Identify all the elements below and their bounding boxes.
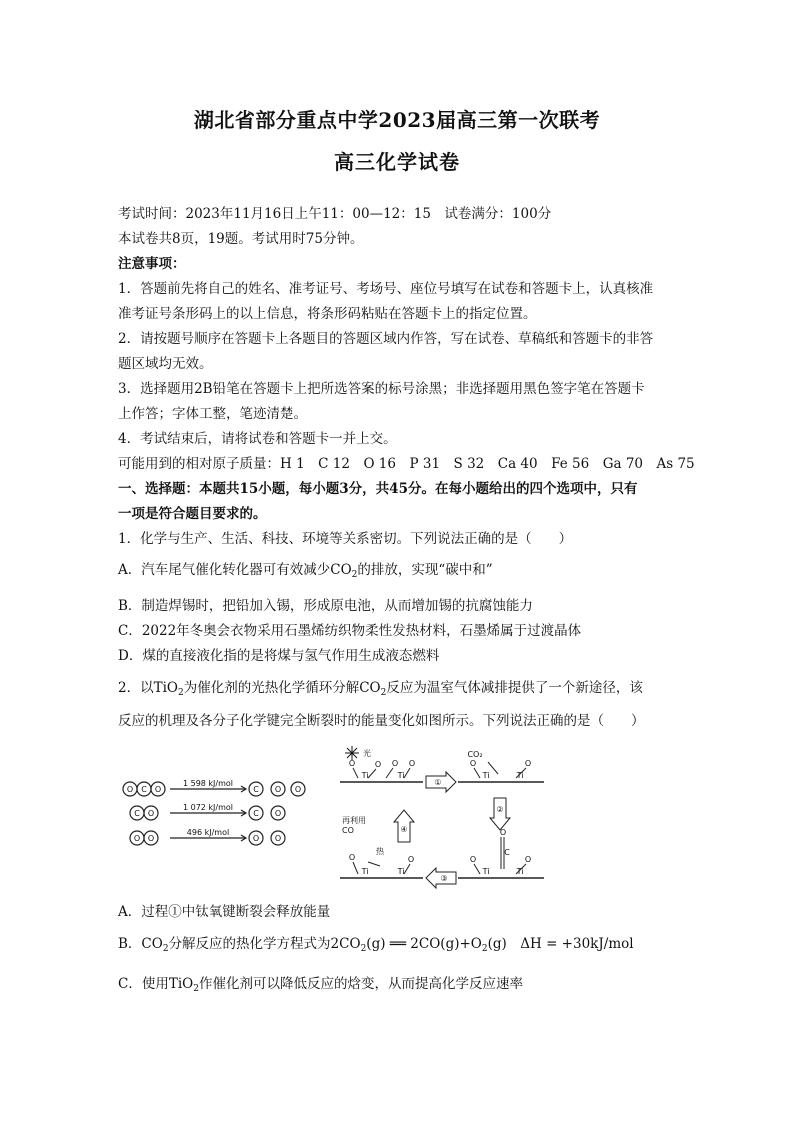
- heat-label: 热: [376, 847, 384, 856]
- atom-o: O: [274, 785, 282, 794]
- step-1-label: ①: [434, 778, 442, 787]
- atom-c: C: [253, 785, 259, 794]
- notice-line: 2．请按题号顺序在答题卡上各题目的答题区域内作答，写在试卷、草稿纸和答题卡的非答: [118, 331, 654, 347]
- question-2-option-c: C．使用TiO$_2$作催化剂可以降低反应的焓变，从而提高化学反应速率: [118, 976, 523, 994]
- notice-line: 4．考试结束后，请将试卷和答题卡一并上交。: [118, 431, 397, 447]
- question-1-option-c: C．2022年冬奥会衣物采用石墨烯纺织物柔性发热材料，石墨烯属于过渡晶体: [118, 623, 582, 639]
- exam-title: 湖北省部分重点中学2023届高三第一次联考: [193, 108, 601, 132]
- notice-heading: 注意事项：: [118, 256, 186, 272]
- question-1-stem: 1．化学与生产、生活、科技、环境等关系密切。下列说法正确的是（ ）: [118, 531, 573, 547]
- atomic-masses-line: 可能用到的相对原子质量：H 1 C 12 O 16 P 31 S 32 Ca 40 Fe 56 Ga 70 As 75: [118, 456, 695, 472]
- exam-subtitle: 高三化学试卷: [334, 150, 460, 174]
- reaction-mechanism-figure: [118, 742, 554, 892]
- atom-o: O: [133, 834, 141, 843]
- exam-length-line: 本试卷共8页，19题。考试用时75分钟。: [118, 231, 364, 247]
- atom-o: O: [348, 853, 356, 862]
- step-3-label: ③: [440, 874, 448, 883]
- ti-label: Ti: [361, 771, 369, 780]
- co2-label: CO₂: [467, 750, 483, 759]
- notice-line: 题区域均无效。: [118, 356, 213, 372]
- bond-energy-label: 1 598 kJ/mol: [182, 779, 234, 788]
- atom-o: O: [408, 759, 416, 768]
- question-2-option-a: A．过程①中钛氧键断裂会释放能量: [118, 904, 331, 920]
- co-label: CO: [342, 826, 354, 835]
- ti-label: Ti: [397, 771, 405, 780]
- atom-c: C: [134, 809, 140, 818]
- atom-o: O: [374, 760, 382, 769]
- atom-c: C: [253, 809, 259, 818]
- ti-label: Ti: [361, 867, 369, 876]
- section-heading: 一、选择题：本题共15小题，每小题3分，共45分。在每小题给出的四个选项中，只有: [118, 481, 638, 497]
- ti-label: Ti: [397, 867, 405, 876]
- section-heading: 一项是符合题目要求的。: [118, 506, 267, 522]
- notice-line: 上作答；字体工整，笔迹清楚。: [118, 406, 307, 422]
- atom-o: O: [524, 759, 532, 768]
- bond-energy-label: 496 kJ/mol: [186, 828, 230, 837]
- question-2-option-b: B．$CO_2$分解反应的热化学方程式为$2CO_2(g)$ ══ $2CO(g)+O_2(g)$ ΔH = +30kJ/mol: [118, 936, 634, 954]
- ti-label: Ti: [482, 771, 490, 780]
- question-1-option-a: A．汽车尾气催化转化器可有效减少$CO_2$的排放，实现“碳中和”: [118, 562, 493, 580]
- atom-c: C: [141, 785, 147, 794]
- step-2-label: ②: [496, 805, 504, 814]
- atom-c: C: [504, 848, 510, 857]
- atom-o: O: [147, 809, 155, 818]
- notice-line: 3．选择题用2B铅笔在答题卡上把所选答案的标号涂黑；非选择题用黑色签字笔在答题卡: [118, 381, 645, 397]
- light-icon: [345, 746, 359, 760]
- atom-o: O: [348, 759, 356, 768]
- atom-o: O: [274, 834, 282, 843]
- atom-o: O: [524, 855, 532, 864]
- atom-o: O: [274, 809, 282, 818]
- atom-o: O: [407, 855, 415, 864]
- question-2-stem: 反应的机理及各分子化学键完全断裂时的能量变化如图所示。下列说法正确的是（ ）: [118, 713, 645, 729]
- atom-o: O: [391, 759, 399, 768]
- atom-o: O: [294, 785, 302, 794]
- notice-line: 准考证号条形码上的以上信息，将条形码粘贴在答题卡上的指定位置。: [118, 306, 537, 322]
- step-4-label: ④: [400, 825, 408, 834]
- light-label: 光: [363, 749, 371, 758]
- atom-o: O: [126, 785, 134, 794]
- notice-line: 1．答题前先将自己的姓名、准考证号、考场号、座位号填写在试卷和答题卡上，认真核准: [118, 281, 654, 297]
- ti-label: Ti: [482, 867, 490, 876]
- bond-energy-label: 1 072 kJ/mol: [182, 803, 234, 812]
- atom-o: O: [469, 759, 477, 768]
- exam-time-line: 考试时间：2023年11月16日上午11：00—12：15 试卷满分：100分: [118, 206, 552, 222]
- atom-o: O: [154, 785, 162, 794]
- reuse-label: 再利用: [342, 816, 366, 825]
- ti-label: Ti: [516, 771, 524, 780]
- question-1-option-d: D．煤的直接液化指的是将煤与氢气作用生成液态燃料: [118, 648, 440, 664]
- ti-label: Ti: [516, 867, 524, 876]
- question-2-stem: 2．以TiO$_2$为催化剂的光热化学循环分解$CO_2$反应为温室气体减排提供了一个新途径，该: [118, 680, 643, 698]
- atom-o: O: [469, 855, 477, 864]
- atom-o: O: [499, 828, 507, 837]
- atom-o: O: [252, 834, 260, 843]
- question-1-option-b: B．制造焊锡时，把铅加入锡，形成原电池，从而增加锡的抗腐蚀能力: [118, 598, 533, 614]
- atom-o: O: [147, 834, 155, 843]
